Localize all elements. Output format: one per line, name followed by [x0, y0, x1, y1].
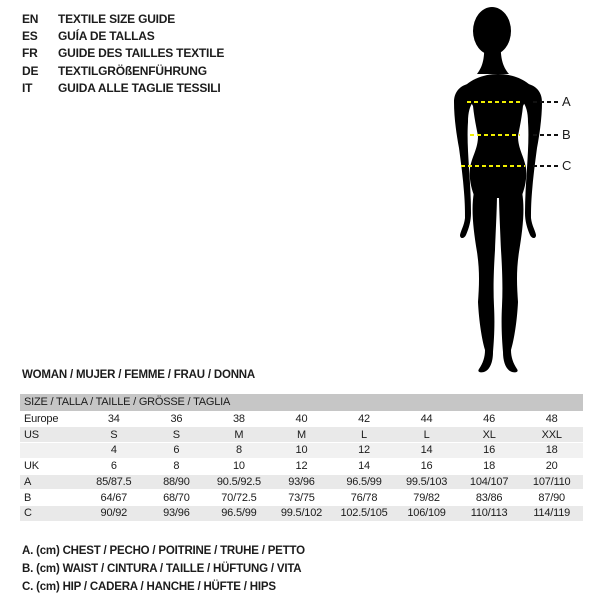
cell: 46 [458, 411, 521, 427]
language-label: GUIDE DES TAILLES TEXTILE [58, 46, 225, 61]
cell: 110/113 [458, 506, 521, 522]
woman-silhouette-icon [425, 0, 575, 375]
hip-dash-line [461, 165, 525, 167]
language-label: GUIDA ALLE TAGLIE TESSILI [58, 81, 221, 96]
cell: 12 [270, 458, 333, 474]
cell: 93/96 [270, 474, 333, 490]
row-label: A [20, 474, 83, 490]
cell: 14 [333, 458, 396, 474]
cell: 48 [520, 411, 583, 427]
table-header-label: SIZE / TALLA / TAILLE / GRÖSSE / TAGLIA [20, 394, 583, 411]
waist-dash-line [470, 134, 520, 136]
cell: L [333, 427, 396, 443]
row-label: C [20, 506, 83, 522]
cell: 20 [520, 458, 583, 474]
cell: 6 [145, 443, 208, 459]
cell: XXL [520, 427, 583, 443]
language-row-it [22, 80, 224, 97]
cell: 34 [83, 411, 146, 427]
cell: 76/78 [333, 490, 396, 506]
language-row-es [22, 27, 224, 44]
cell: M [270, 427, 333, 443]
cell: S [145, 427, 208, 443]
table-row-waist [20, 490, 583, 506]
waist-marker-label: B [562, 127, 571, 142]
chest-callout-line [533, 101, 559, 103]
cell: 79/82 [395, 490, 458, 506]
cell: 83/86 [458, 490, 521, 506]
cell: 107/110 [520, 474, 583, 490]
cell: 12 [333, 443, 396, 459]
measurement-legend [22, 542, 305, 596]
chest-dash-line [467, 101, 523, 103]
table-row-hip [20, 506, 583, 522]
cell: 64/67 [83, 490, 146, 506]
cell: 10 [270, 443, 333, 459]
language-code: FR [22, 46, 38, 61]
cell: 8 [145, 458, 208, 474]
cell: 16 [395, 458, 458, 474]
cell: 44 [395, 411, 458, 427]
cell: S [83, 427, 146, 443]
cell: 73/75 [270, 490, 333, 506]
language-label: TEXTILE SIZE GUIDE [58, 11, 176, 26]
language-row-fr [22, 45, 224, 62]
cell: 99.5/103 [395, 474, 458, 490]
size-table [20, 394, 583, 522]
cell: 102.5/105 [333, 506, 396, 522]
cell: 70/72.5 [208, 490, 271, 506]
cell: 18 [520, 443, 583, 459]
cell: 96.5/99 [208, 506, 271, 522]
hip-marker-label: C [562, 158, 572, 173]
table-row-us [20, 427, 583, 443]
cell: 85/87.5 [83, 474, 146, 490]
language-list [22, 10, 224, 97]
cell: 90/92 [83, 506, 146, 522]
cell: 104/107 [458, 474, 521, 490]
language-label: GUÍA DE TALLAS [58, 29, 155, 44]
cell: 6 [83, 458, 146, 474]
section-title: WOMAN / MUJER / FEMME / FRAU / DONNA [22, 369, 256, 381]
cell: 10 [208, 458, 271, 474]
legend-hip: C. (cm) HIP / CADERA / HANCHE / HÜFTE / HIPS [22, 581, 276, 593]
row-label: UK [20, 458, 83, 474]
table-row-uk [20, 458, 583, 474]
cell: 106/109 [395, 506, 458, 522]
language-code: EN [22, 11, 39, 26]
chest-marker-label: A [562, 94, 571, 109]
cell: XL [458, 427, 521, 443]
legend-chest: A. (cm) CHEST / PECHO / POITRINE / TRUHE / PETTO [22, 545, 305, 557]
woman-silhouette-figure [425, 0, 575, 375]
cell: 4 [83, 443, 146, 459]
language-row-en [22, 10, 224, 27]
cell: 38 [208, 411, 271, 427]
cell: 18 [458, 458, 521, 474]
language-code: DE [22, 63, 39, 78]
row-label [20, 443, 83, 459]
cell: 114/119 [520, 506, 583, 522]
cell: 93/96 [145, 506, 208, 522]
table-row-us-numeric [20, 443, 583, 459]
cell: 99.5/102 [270, 506, 333, 522]
cell: L [395, 427, 458, 443]
cell: 96.5/99 [333, 474, 396, 490]
cell: 36 [145, 411, 208, 427]
cell: 40 [270, 411, 333, 427]
language-code: IT [22, 81, 33, 96]
language-row-de [22, 62, 224, 79]
table-row-chest [20, 474, 583, 490]
cell: 88/90 [145, 474, 208, 490]
row-label: B [20, 490, 83, 506]
legend-waist: B. (cm) WAIST / CINTURA / TAILLE / HÜFTUNG / VITA [22, 563, 302, 575]
table-row-europe [20, 411, 583, 427]
cell: M [208, 427, 271, 443]
cell: 87/90 [520, 490, 583, 506]
waist-callout-line [533, 134, 559, 136]
row-label: Europe [20, 411, 83, 427]
cell: 42 [333, 411, 396, 427]
table-header-row [20, 394, 583, 411]
language-code: ES [22, 29, 38, 44]
cell: 16 [458, 443, 521, 459]
cell: 90.5/92.5 [208, 474, 271, 490]
cell: 14 [395, 443, 458, 459]
cell: 8 [208, 443, 271, 459]
hip-callout-line [533, 165, 559, 167]
row-label: US [20, 427, 83, 443]
cell: 68/70 [145, 490, 208, 506]
language-label: TEXTILGRÖßENFÜHRUNG [58, 63, 207, 78]
